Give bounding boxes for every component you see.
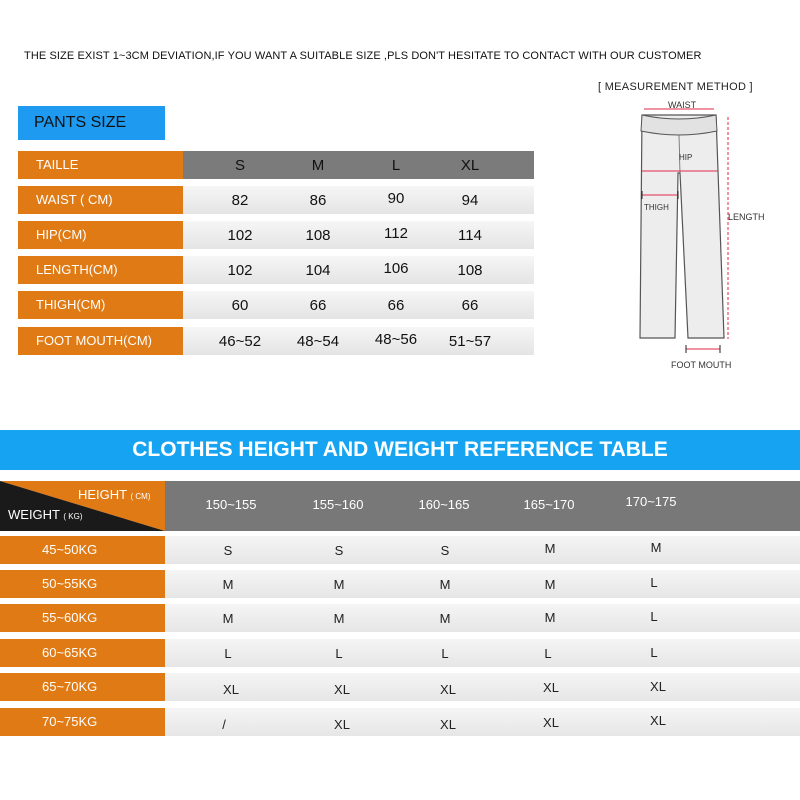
measurement-method-title: [ MEASUREMENT METHOD ]	[598, 81, 753, 93]
size-l-header: L	[391, 157, 401, 174]
height-col-2: 155~160	[312, 497, 364, 512]
cell: 104	[305, 262, 331, 279]
size-deviation-notice: THE SIZE EXIST 1~3CM DEVIATION,IF YOU WANT A SUITABLE SIZE ,PLS DON'T HESITATE TO CONTACT WITH OUR CUSTOMER	[24, 50, 702, 62]
cell: 90	[387, 190, 405, 207]
cell: L	[335, 646, 343, 661]
pants-size-row-thigh	[18, 291, 534, 319]
cell: M	[222, 577, 234, 592]
cell: 46~52	[218, 333, 262, 350]
row-label: 55~60KG	[0, 604, 165, 632]
row-label: LENGTH(CM)	[18, 256, 183, 284]
cell: M	[439, 611, 451, 626]
pants-size-row-foot-mouth	[18, 327, 534, 355]
row-label: 70~75KG	[0, 708, 165, 736]
cell: 94	[461, 192, 479, 209]
cell: XL	[440, 717, 456, 732]
cell: 108	[457, 262, 483, 279]
pants-size-header-row	[18, 151, 534, 179]
pants-size-title: PANTS SIZE	[18, 106, 165, 140]
cell: S	[223, 543, 233, 558]
size-m-header: M	[311, 157, 325, 174]
cell: L	[650, 575, 658, 590]
cell: 102	[227, 227, 253, 244]
cell: M	[333, 577, 345, 592]
height-col-1: 150~155	[205, 497, 257, 512]
pants-measurement-diagram	[600, 95, 780, 385]
waist-label: WAIST	[668, 100, 697, 110]
cell: L	[441, 646, 449, 661]
row-label: 50~55KG	[0, 570, 165, 598]
cell: 82	[231, 192, 249, 209]
pants-size-row-waist	[18, 186, 534, 214]
cell: M	[222, 611, 234, 626]
hip-label: HIP	[679, 153, 693, 162]
cell: S	[440, 543, 450, 558]
cell: L	[650, 609, 658, 624]
thigh-label: THIGH	[644, 203, 669, 212]
cell: L	[544, 646, 552, 661]
pants-size-row-length	[18, 256, 534, 284]
pants-size-row-hip	[18, 221, 534, 249]
weight-row-70-75	[0, 708, 800, 736]
cell: XL	[223, 682, 239, 697]
size-s-header: S	[234, 157, 245, 174]
cell: XL	[334, 717, 350, 732]
taille-label: TAILLE	[18, 151, 183, 179]
cell: M	[544, 577, 556, 592]
row-label: 60~65KG	[0, 639, 165, 667]
row-label: WAIST ( CM)	[18, 186, 183, 214]
cell: 48~56	[374, 331, 418, 348]
cell: XL	[650, 713, 666, 728]
cell: S	[334, 543, 344, 558]
length-label: LENGTH	[728, 212, 765, 222]
row-label: 45~50KG	[0, 536, 165, 564]
cell: L	[650, 645, 658, 660]
pants-outline	[640, 115, 724, 338]
cell: 66	[309, 297, 327, 314]
cell: 108	[305, 227, 331, 244]
cell: 66	[387, 297, 405, 314]
cell: XL	[650, 679, 666, 694]
height-col-5: 170~175	[625, 494, 677, 509]
cell: 114	[458, 227, 482, 244]
height-col-4: 165~170	[523, 497, 575, 512]
size-xl-header: XL	[460, 157, 480, 174]
cell: M	[439, 577, 451, 592]
cell: M	[650, 540, 662, 555]
cell: XL	[334, 682, 350, 697]
weight-row-50-55	[0, 570, 800, 598]
cell: L	[224, 646, 232, 661]
cell: /	[222, 717, 226, 732]
cell: 60	[231, 297, 249, 314]
cell: M	[544, 541, 556, 556]
cell: 48~54	[296, 333, 340, 350]
weight-row-45-50	[0, 536, 800, 564]
cell: XL	[440, 682, 456, 697]
weight-row-55-60	[0, 604, 800, 632]
cell: XL	[543, 715, 559, 730]
weight-row-60-65	[0, 639, 800, 667]
height-header-label: HEIGHT ( CM)	[78, 487, 151, 502]
cell: M	[333, 611, 345, 626]
weight-row-65-70	[0, 673, 800, 701]
height-col-3: 160~165	[418, 497, 470, 512]
cell: 102	[227, 262, 253, 279]
cell: 66	[461, 297, 479, 314]
row-label: 65~70KG	[0, 673, 165, 701]
row-label: HIP(CM)	[18, 221, 183, 249]
cell: XL	[543, 680, 559, 695]
cell: 86	[309, 192, 327, 209]
cell: 51~57	[448, 333, 492, 350]
cell: M	[544, 610, 556, 625]
foot-mouth-label: FOOT MOUTH	[671, 360, 732, 370]
row-label: THIGH(CM)	[18, 291, 183, 319]
cell: 106	[383, 260, 409, 277]
row-label: FOOT MOUTH(CM)	[18, 327, 183, 355]
weight-header-label: WEIGHT ( KG)	[8, 507, 83, 522]
cell: 112	[384, 225, 408, 242]
reference-table-title: CLOTHES HEIGHT AND WEIGHT REFERENCE TABLE	[0, 430, 800, 470]
